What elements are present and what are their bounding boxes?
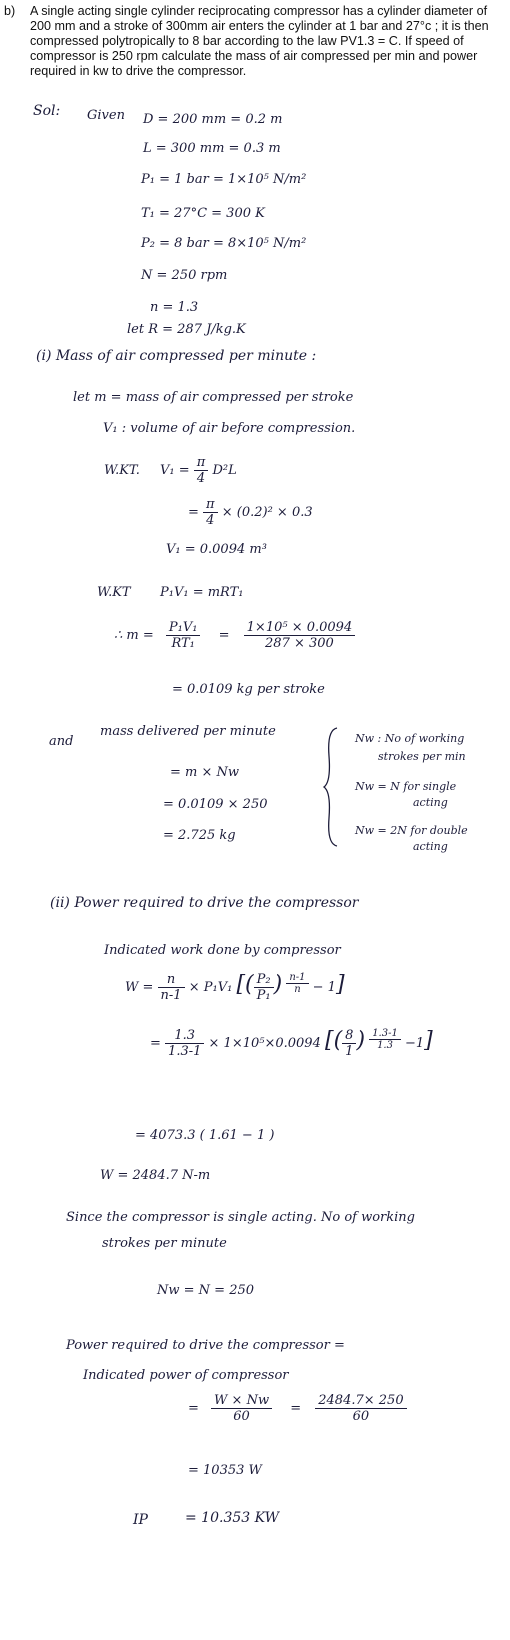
mass-delivered-label: mass delivered per minute: [100, 724, 276, 739]
note-line: Nw : No of working: [355, 732, 465, 745]
since-line: strokes per minute: [102, 1236, 227, 1251]
nw-value: Nw = N = 250: [157, 1283, 255, 1298]
power-label: Indicated power of compressor: [83, 1368, 289, 1383]
ip-label: IP: [133, 1512, 148, 1528]
given-label: Given: [87, 108, 125, 123]
question-block: [4, 4, 504, 79]
wkt-1: W.KT.: [104, 463, 140, 478]
work-result: W = 2484.7 N-m: [100, 1168, 211, 1183]
given-line: T₁ = 27°C = 300 K: [141, 206, 265, 221]
ip-value: = 10.353 KW: [185, 1510, 279, 1526]
let-v1: V₁ : volume of air before compression.: [103, 421, 356, 436]
power-result-w: = 10353 W: [188, 1463, 262, 1478]
part1-title: (i) Mass of air compressed per minute :: [36, 348, 317, 364]
given-line: n = 1.3: [150, 300, 199, 315]
power-formula: = $\frac{W \times Nw}{60}$ = $\frac{2484.7\times 250}{60}$: [188, 1393, 407, 1424]
note-line: Nw = 2N for double: [355, 824, 468, 837]
work-step: = 4073.3 ( 1.61 − 1 ): [135, 1128, 275, 1143]
note-brace: [323, 726, 343, 848]
mass-result: = 0.0109 kg per stroke: [172, 682, 325, 697]
given-line: L = 300 mm = 0.3 m: [143, 141, 281, 156]
v1-result: V₁ = 0.0094 m³: [166, 542, 267, 557]
note-line: Nw = N for single: [355, 780, 457, 793]
given-line: D = 200 mm = 0.2 m: [143, 112, 283, 127]
note-line: acting: [413, 840, 448, 853]
power-label: Power required to drive the compressor =: [66, 1338, 345, 1353]
since-line: Since the compressor is single acting. No of working: [66, 1210, 415, 1225]
work-formula: W = $\frac{n}{n-1}$ × P₁V₁ [( $\frac{\text{P₂}}{\text{P₁}}$ ) $\frac{n-1}{n}$ − 1]: [125, 972, 345, 1003]
given-line: P₂ = 8 bar = 8×10⁵ N/m²: [141, 236, 307, 251]
mass-delivered-step: = m × Nw: [170, 765, 240, 780]
given-line: let R = 287 J/kg.K: [127, 322, 246, 337]
sol-label: Sol:: [33, 103, 61, 119]
wkt-2: W.KT: [97, 585, 131, 600]
given-line: P₁ = 1 bar = 1×10⁵ N/m²: [141, 172, 307, 187]
indicated-work-label: Indicated work done by compressor: [104, 943, 341, 958]
question-label: b): [4, 4, 16, 18]
part2-title: (ii) Power required to drive the compressor: [50, 895, 359, 911]
v1-formula: V₁ = $\frac{\pi}{4}$ D²L: [160, 455, 237, 486]
mass-delivered-step: = 0.0109 × 250: [163, 797, 268, 812]
mass-formula: ∴ m = $\frac{\text{P₁V₁}}{\text{RT₁}}$ = $\frac{\text{1×10⁵ × 0.0094}}{287 \times 300}$: [114, 620, 355, 651]
let-m: let m = mass of air compressed per stroke: [73, 390, 354, 405]
v1-substitution: = $\frac{\pi}{4}$ × (0.2)² × 0.3: [188, 497, 313, 528]
question-text: A single acting single cylinder reciprocating compressor has a cylinder diameter of 200 mm and a stroke of 300mm air enters the cylinder at 1 bar and 27°c ; it is then compressed polytropically to 8 bar according to the law PV1.3 = C. If speed of compressor is 250 rpm calculate the mass of air compressed per min and power required in kw to drive the compressor.: [30, 4, 489, 78]
given-line: N = 250 rpm: [141, 268, 228, 283]
and-label: and: [49, 734, 74, 749]
note-line: strokes per min: [378, 750, 466, 763]
mass-delivered-result: = 2.725 kg: [163, 828, 236, 843]
work-substitution: = $\frac{1.3}{1.3-1}$ × 1×10⁵×0.0094 [( $\frac{8}{1}$ ) $\frac{1.3-1}{1.3}$ −1]: [150, 1028, 433, 1059]
note-line: acting: [413, 796, 448, 809]
ideal-gas-eq: P₁V₁ = mRT₁: [160, 585, 244, 600]
